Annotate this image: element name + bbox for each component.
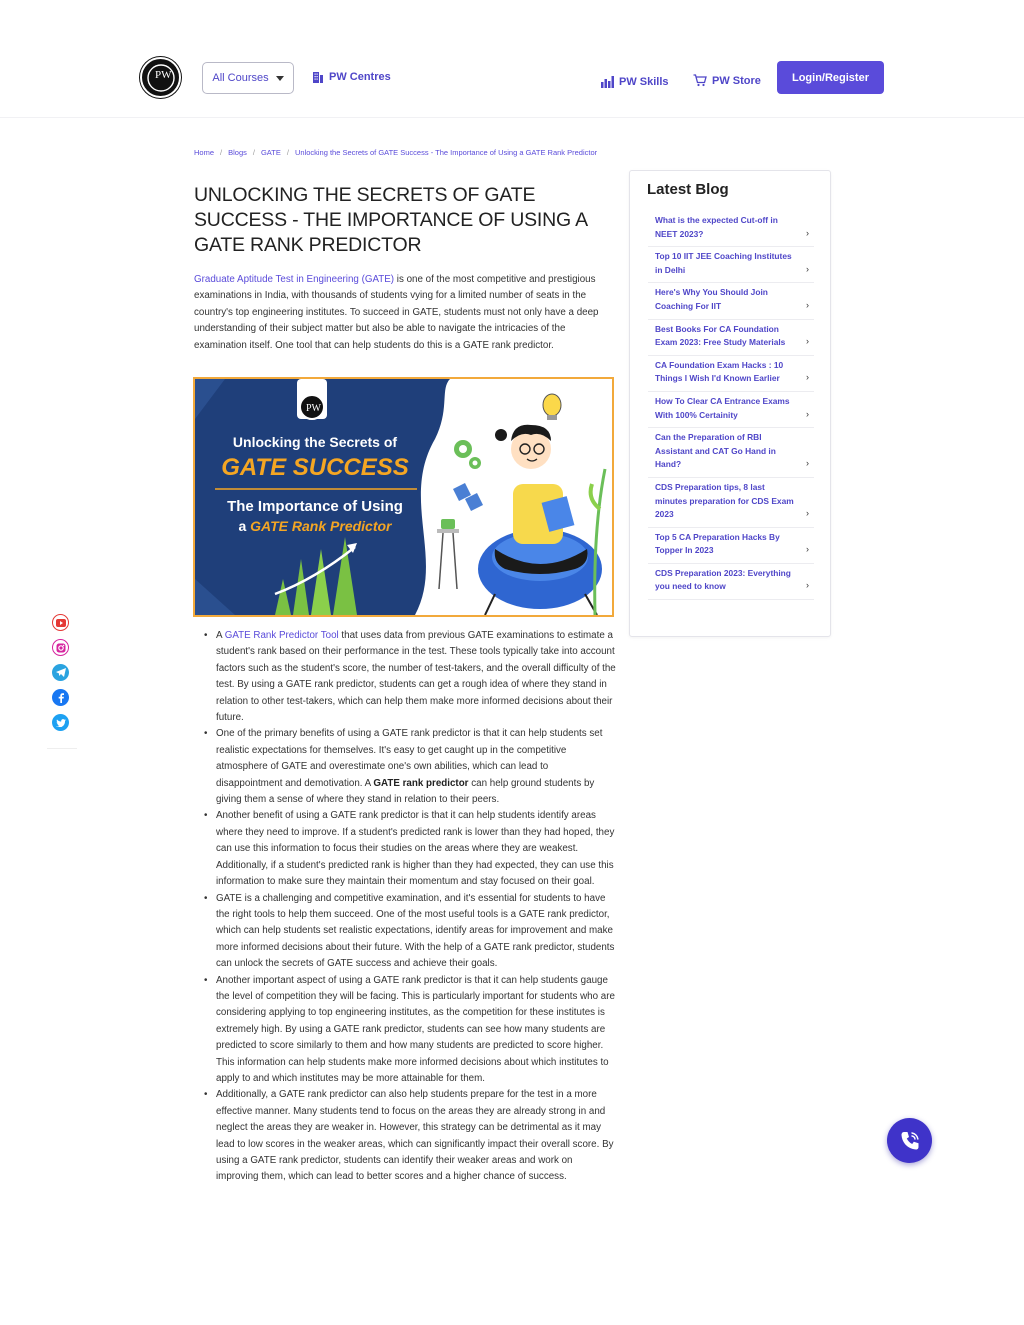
blog-item-label: How To Clear CA Entrance Exams With 100% Certainity — [655, 395, 790, 420]
breadcrumb-home[interactable]: Home — [194, 148, 215, 157]
pw-skills-label: PW Skills — [619, 76, 669, 88]
all-courses-label: All Courses — [212, 72, 269, 84]
blog-item-label: Can the Preparation of RBI Assistant and CAT Go Hand in Hand? — [655, 432, 776, 470]
blog-item-label: Best Books For CA Foundation Exam 2023: Free Study Materials — [655, 323, 786, 348]
building-icon — [312, 71, 324, 83]
hero-line-3: The Importance of Using — [227, 498, 403, 515]
chevron-right-icon: › — [806, 458, 809, 469]
hero-line-4-prefix: a — [238, 518, 251, 534]
list-item — [204, 726, 616, 808]
breadcrumb-gate[interactable]: GATE — [260, 148, 281, 157]
blog-item-cds-tips[interactable] — [648, 478, 814, 528]
list-item — [204, 628, 616, 726]
blog-item-label: Here's Why You Should Join Coaching For IIT — [655, 287, 768, 311]
bar-chart-icon — [601, 76, 614, 88]
bullet-text: can help ground students by giving them a sense of where they stand in relation to their peers. — [216, 777, 595, 806]
blog-item-cds-2023[interactable] — [648, 564, 814, 600]
blog-item-coaching-iit[interactable] — [648, 283, 814, 319]
login-register-button[interactable]: Login/Register — [777, 61, 884, 94]
breadcrumb-blogs[interactable]: Blogs — [228, 148, 247, 157]
chevron-right-icon: › — [806, 372, 809, 383]
chevron-right-icon: › — [806, 336, 809, 347]
article-title: UNLOCKING THE SECRETS OF GATE SUCCESS - THE IMPORTANCE OF USING A GATE RANK PREDICTOR — [194, 184, 587, 256]
latest-blog-sidebar — [629, 170, 831, 637]
bullet-text: One of the primary benefits of using a GATE rank predictor is that it can help students set realistic expectations for themselves. It's easy to get caught up in the competitive atmosphere of GATE and overestimate one's own abilities, which can lead to disappointment and demotivation. A — [216, 728, 603, 789]
hero-line-4 — [238, 518, 393, 534]
hero-logo-text: PW — [306, 403, 321, 414]
list-item: • Additionally, a GATE rank predictor can also help students prepare for the test in a more effective manner. Many students tend to focus on the areas they are already strong in and neglect the areas they are weaker in. However, this strategy can be detrimental as it may lead to low scores in the weaker areas, which can significantly impact their overall score. By using a GATE rank predictor, students can identify their weaker areas and work on improving them, which can lead to better scores and a higher chance of success. — [204, 1087, 616, 1185]
chevron-down-icon — [276, 76, 284, 81]
hero-line-4-highlight: GATE Rank Predictor — [250, 518, 392, 534]
blog-item-ca-books[interactable] — [648, 320, 814, 356]
list-item: • Another benefit of using a GATE rank predictor is that it can help students identify areas where they need to improve. If a student's predicted rank is lower than they had hoped, they can use this information to focus their studies on the areas where they are weakest. Additionally, if a student's predicted rank is higher than they had expected, they can use this information to make sure they maintain their momentum and stay focused on their goal. — [204, 808, 616, 890]
gate-link[interactable]: Graduate Aptitude Test in Engineering (GATE) — [194, 274, 395, 285]
pw-skills-link[interactable] — [601, 76, 669, 88]
bullet-bold-text: GATE rank predictor — [373, 777, 469, 789]
chevron-right-icon: › — [806, 227, 809, 238]
article-intro — [194, 272, 614, 354]
phone-icon — [899, 1130, 921, 1152]
article-bullet-list — [204, 628, 616, 1186]
breadcrumb-separator: / — [220, 148, 223, 157]
pw-centres-link[interactable] — [312, 71, 391, 83]
pw-store-label: PW Store — [712, 74, 761, 87]
intro-text: is one of the most competitive and prestigious examinations in India, with thousands of students vying for a limited number of seats in the country's top engineering institutes. To succeed in GATE, students must not only have a deep understanding of their subject matter but also be able to navigate the intricacies of the examination itself. One tool that can help students do this is a GATE rank predictor. — [194, 274, 599, 351]
pw-logo[interactable] — [140, 57, 181, 98]
chevron-right-icon: › — [806, 263, 809, 274]
youtube-icon[interactable] — [52, 614, 69, 631]
site-header — [0, 0, 1024, 118]
facebook-icon[interactable] — [52, 689, 69, 706]
logo-letter-p: PW — [154, 68, 171, 81]
all-courses-dropdown[interactable] — [202, 62, 294, 94]
blog-item-label: What is the expected Cut-off in NEET 2023? — [655, 215, 778, 239]
instagram-icon[interactable] — [52, 639, 69, 656]
cart-icon — [693, 74, 707, 87]
chevron-right-icon: › — [806, 508, 809, 519]
blog-item-label: Top 10 IIT JEE Coaching Institutes in Delhi — [655, 251, 792, 275]
pw-logo-mark-icon — [146, 63, 176, 93]
pw-centres-label: PW Centres — [329, 71, 391, 83]
list-item: • Another important aspect of using a GATE rank predictor is that it can help students gauge the level of competition they will be facing. This is particularly important for students who are considering applying to top engineering institutes, as the competition for these institutes is extremely high. By using a GATE rank predictor, students can see how many students are predicted to score similarly to them and how many students are predicted to score higher. This information can help students make more informed decisions about which institutes to apply to and which institutes may be more attainable for them. — [204, 973, 616, 1088]
blog-item-ca-hacks[interactable] — [648, 356, 814, 392]
list-item: • GATE is a challenging and competitive examination, and it's essential for students to have the right tools to help them succeed. One of the most useful tools is a GATE rank predictor, which can help students set realistic expectations, identify areas for improvement and make more informed decisions about their future. With the help of a GATE rank predictor, students can unlock the secrets of GATE success and achieve their goals. — [204, 891, 616, 973]
blog-item-rbi-cat[interactable] — [648, 428, 814, 478]
chevron-right-icon: › — [806, 408, 809, 419]
twitter-icon[interactable] — [52, 714, 69, 731]
bullet-text: A — [216, 630, 225, 641]
call-support-button[interactable] — [887, 1118, 932, 1163]
social-rail-divider — [47, 748, 77, 749]
hero-line-1: Unlocking the Secrets of — [232, 434, 398, 450]
pw-store-link[interactable] — [693, 74, 761, 87]
chevron-right-icon: › — [806, 580, 809, 591]
article — [194, 183, 614, 354]
bullet-text: that uses data from previous GATE examinations to estimate a student's rank based on their performance in the test. These tools typically take into account factors such as the student's score, the number of test-takers, and the overall difficulty of the test. By using a GATE rank predictor, students can get a rough idea of where they stand in relation to other test-takers, which can help them make more informed decisions about their future. — [216, 630, 616, 724]
blog-item-label: CDS Preparation 2023: Everything you need to know — [655, 567, 791, 592]
breadcrumb-current: Unlocking the Secrets of GATE Success - The Importance of Using a GATE Rank Predictor — [294, 148, 598, 157]
blog-item-ca-entrance[interactable] — [648, 392, 814, 428]
blog-item-label: CA Foundation Exam Hacks : 10 Things I Wish I'd Known Earlier — [655, 359, 784, 384]
telegram-icon[interactable] — [52, 664, 69, 681]
chevron-right-icon: › — [806, 299, 809, 310]
hero-line-2: GATE SUCCESS — [221, 454, 409, 481]
latest-blog-list — [648, 211, 814, 600]
blog-item-ca-topper[interactable] — [648, 528, 814, 564]
hero-illustration — [195, 379, 612, 615]
blog-item-label: CDS Preparation tips, 8 last minutes preparation for CDS Exam 2023 — [655, 481, 794, 520]
blog-item-iit-jee-coaching[interactable] — [648, 247, 814, 283]
chevron-right-icon: › — [806, 544, 809, 555]
blog-item-label: Top 5 CA Preparation Hacks By Topper In 2023 — [655, 531, 780, 556]
hero-banner-image — [193, 377, 614, 617]
blog-item-neet-cutoff[interactable] — [648, 211, 814, 247]
social-share-rail — [52, 614, 72, 739]
breadcrumb-separator: / — [252, 148, 255, 157]
gate-rank-predictor-tool-link[interactable]: GATE Rank Predictor Tool — [224, 630, 339, 641]
breadcrumb-separator: / — [286, 148, 289, 157]
breadcrumb — [194, 148, 597, 157]
sidebar-title: Latest Blog — [647, 181, 729, 198]
